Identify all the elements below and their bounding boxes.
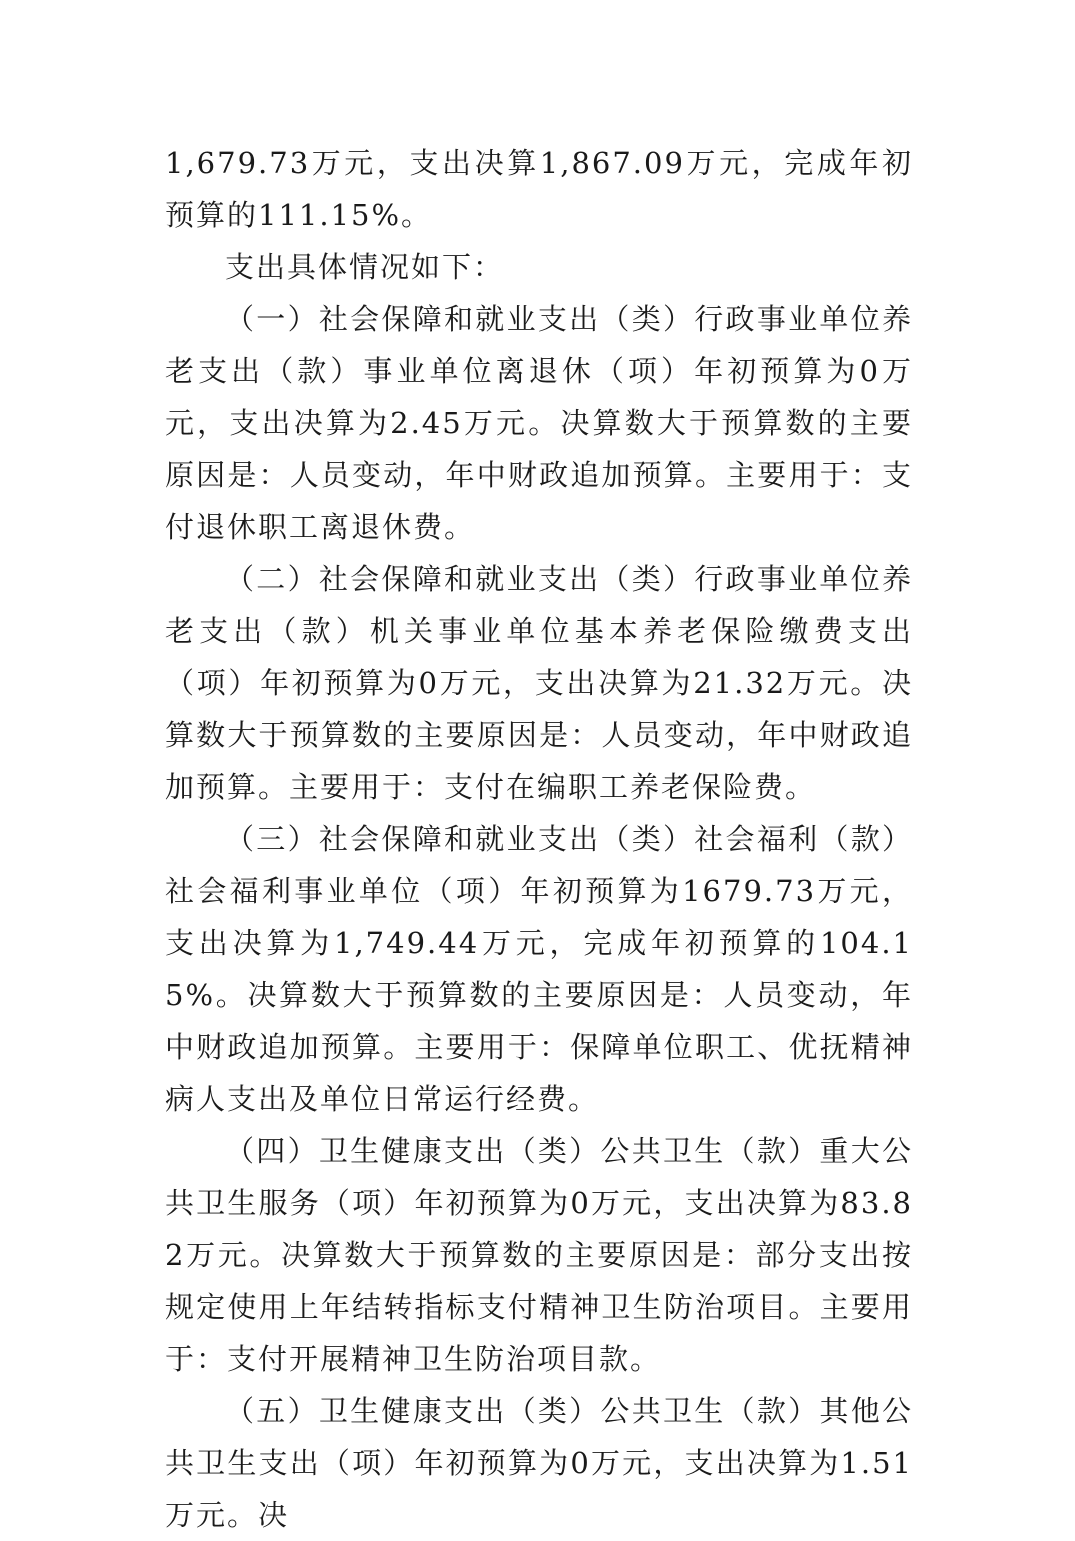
paragraph-item-5: （五）卫生健康支出（类）公共卫生（款）其他公共卫生支出（项）年初预算为0万元，支出决算为1.51万元。决 — [165, 1394, 913, 1532]
paragraph-details-heading: 支出具体情况如下： — [225, 250, 505, 284]
paragraph-item-4: （四）卫生健康支出（类）公共卫生（款）重大公共卫生服务（项）年初预算为0万元，支出决算为83.82万元。决算数大于预算数的主要原因是：部分支出按规定使用上年结转指标支付精神卫生防治项目。主要用于：支付开展精神卫生防治项目款。 — [165, 1134, 913, 1376]
document-body — [165, 137, 913, 1541]
paragraph-intro-continued: 1,679.73万元，支出决算1,867.09万元，完成年初预算的111.15%。 — [165, 146, 913, 232]
paragraph-item-1: （一）社会保障和就业支出（类）行政事业单位养老支出（款）事业单位离退休（项）年初预算为0万元，支出决算为2.45万元。决算数大于预算数的主要原因是：人员变动，年中财政追加预算。主要用于：支付退休职工离退休费。 — [165, 302, 913, 544]
paragraph-item-3: （三）社会保障和就业支出（类）社会福利（款）社会福利事业单位（项）年初预算为1679.73万元，支出决算为1,749.44万元，完成年初预算的104.15%。决算数大于预算数的主要原因是：人员变动，年中财政追加预算。主要用于：保障单位职工、优抚精神病人支出及单位日常运行经费。 — [165, 822, 913, 1116]
paragraph-item-2: （二）社会保障和就业支出（类）行政事业单位养老支出（款）机关事业单位基本养老保险缴费支出（项）年初预算为0万元，支出决算为21.32万元。决算数大于预算数的主要原因是：人员变动，年中财政追加预算。主要用于：支付在编职工养老保险费。 — [165, 562, 913, 804]
